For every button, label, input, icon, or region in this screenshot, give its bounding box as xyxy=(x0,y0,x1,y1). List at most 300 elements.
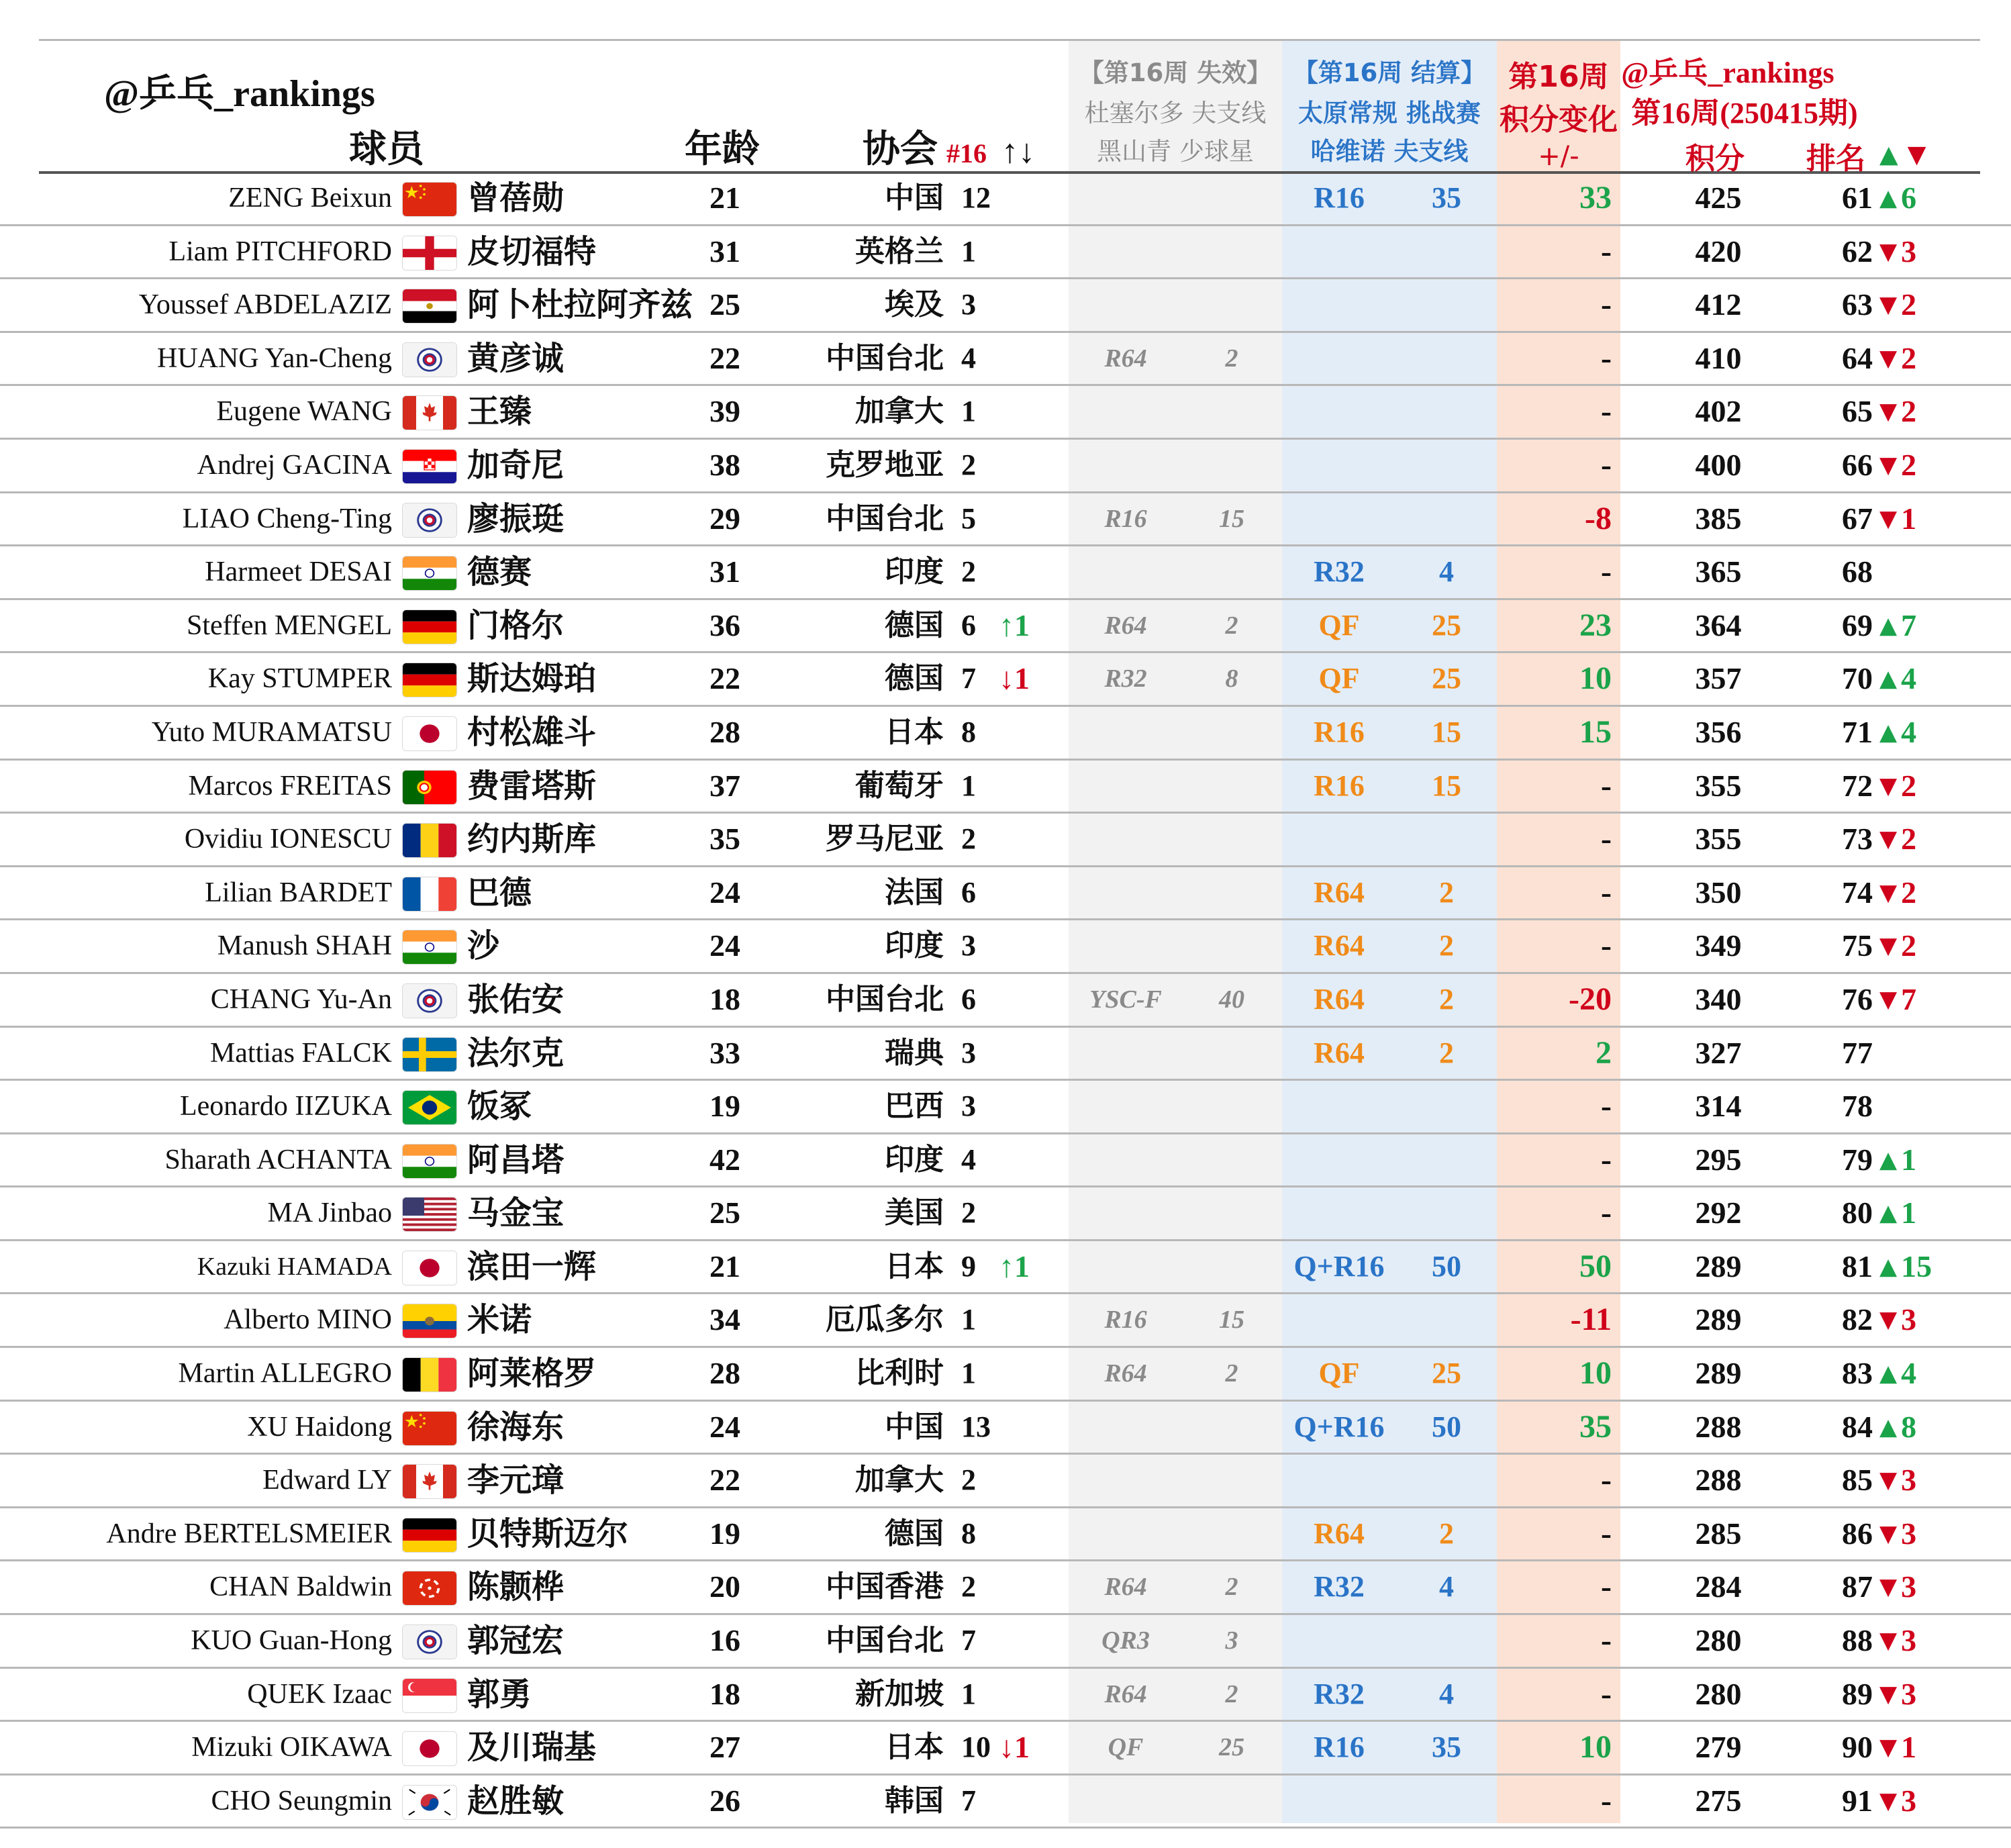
expired-points: 2 xyxy=(1225,1359,1238,1388)
association-rank: 4 xyxy=(961,341,976,375)
points-change: - xyxy=(1601,340,1612,376)
points: 289 xyxy=(1695,1356,1742,1391)
points-change: - xyxy=(1601,821,1612,857)
player-name-cn: 徐海东 xyxy=(467,1408,565,1446)
age: 20 xyxy=(709,1569,740,1604)
points-change: 10 xyxy=(1579,1355,1612,1392)
england-flag-icon xyxy=(403,236,456,270)
age: 21 xyxy=(709,1249,740,1283)
points-change: - xyxy=(1601,287,1612,323)
rank-move xyxy=(1879,1187,1916,1238)
association-rank: 2 xyxy=(961,448,976,481)
header-rank: 排名 xyxy=(1806,142,1865,176)
association: 埃及 xyxy=(885,287,944,322)
points: 410 xyxy=(1695,340,1742,375)
points: 364 xyxy=(1695,607,1742,642)
down-triangle-icon: ▼ xyxy=(1879,238,1898,265)
down-triangle-icon: ▼ xyxy=(1907,141,1926,168)
age: 22 xyxy=(709,1463,740,1498)
brand-title: @乒乓_rankings xyxy=(104,73,375,115)
rank: 81 xyxy=(1842,1249,1873,1283)
association: 英格兰 xyxy=(855,234,944,269)
points-change: - xyxy=(1601,1141,1612,1177)
rank: 67 xyxy=(1842,501,1873,536)
china-flag-icon xyxy=(403,1412,456,1445)
table-row xyxy=(0,1402,2011,1455)
association-rank: 6 xyxy=(961,875,976,909)
header-player: 球员 xyxy=(349,129,424,171)
points: 275 xyxy=(1695,1783,1742,1818)
age: 36 xyxy=(709,607,740,642)
change-title-2: 积分变化 xyxy=(1500,103,1618,137)
rank-move xyxy=(1879,1615,1916,1666)
table-row xyxy=(0,440,2011,493)
association: 中国台北 xyxy=(826,981,944,1016)
table-row xyxy=(0,814,2011,867)
points-change: 33 xyxy=(1579,180,1612,215)
rank-move xyxy=(1879,814,1916,865)
association-rank: 7 xyxy=(961,1624,976,1657)
player-name-cn: 饭冢 xyxy=(467,1087,532,1126)
age: 24 xyxy=(709,1409,740,1444)
age: 35 xyxy=(709,822,740,857)
rank-move-value: 15 xyxy=(1901,1249,1932,1283)
association-rank: 4 xyxy=(961,1142,976,1176)
association-rank: 12 xyxy=(961,181,991,214)
down-triangle-icon: ▼ xyxy=(1879,451,1898,479)
points-change: - xyxy=(1601,1569,1612,1605)
settled-round: R64 xyxy=(1314,982,1365,1016)
settled-event-2: 哈维诺 夫支线 xyxy=(1310,137,1469,166)
ranking-table xyxy=(0,173,2011,1829)
expired-round: R64 xyxy=(1104,1359,1147,1388)
association-rank: 2 xyxy=(961,1570,976,1604)
rank: 70 xyxy=(1842,661,1873,696)
down-triangle-icon: ▼ xyxy=(1879,1734,1898,1761)
player-name-en: Ovidiu IONESCU xyxy=(184,824,392,855)
player-name-en: CHAN Baldwin xyxy=(209,1571,392,1603)
expired-round: R16 xyxy=(1104,1306,1147,1334)
rank-move-value: 1 xyxy=(1901,1142,1917,1177)
player-name-cn: 费雷塔斯 xyxy=(467,767,597,805)
rank-move xyxy=(1879,1508,1916,1559)
points-change: 2 xyxy=(1596,1034,1612,1071)
player-name-cn: 加奇尼 xyxy=(467,446,565,484)
settled-points: 50 xyxy=(1432,1249,1461,1283)
settled-points: 25 xyxy=(1432,1357,1461,1390)
age: 19 xyxy=(709,1089,740,1124)
rank: 63 xyxy=(1842,287,1873,322)
rank-move-value: 3 xyxy=(1901,1623,1917,1658)
association-rank: 1 xyxy=(961,1303,976,1336)
points: 295 xyxy=(1695,1142,1742,1177)
down-triangle-icon: ▼ xyxy=(1879,1787,1898,1814)
age: 16 xyxy=(709,1623,740,1658)
age: 33 xyxy=(709,1035,740,1070)
settled-points: 2 xyxy=(1439,929,1454,963)
rank-move-value: 7 xyxy=(1901,981,1917,1016)
player-name-en: Leonardo IIZUKA xyxy=(179,1091,392,1122)
player-name-en: Manush SHAH xyxy=(217,930,392,962)
points-change: - xyxy=(1601,446,1612,483)
settled-round: R16 xyxy=(1314,1731,1365,1764)
association: 日本 xyxy=(885,1249,944,1283)
player-name-cn: 郭勇 xyxy=(467,1675,532,1713)
player-name-en: Marcos FREITAS xyxy=(188,770,392,801)
rank-move xyxy=(1879,440,1916,491)
association-rank: 3 xyxy=(961,288,976,322)
association: 克罗地亚 xyxy=(826,447,944,482)
table-row xyxy=(0,1508,2011,1562)
rank-move-value: 4 xyxy=(1901,1356,1917,1391)
rank: 91 xyxy=(1842,1783,1873,1818)
points-change: 10 xyxy=(1579,661,1612,697)
association: 新加坡 xyxy=(855,1676,944,1711)
table-row xyxy=(0,600,2011,654)
expired-round: R64 xyxy=(1104,611,1147,640)
rank-move xyxy=(1879,1402,1916,1453)
settled-round: QF xyxy=(1318,1357,1360,1390)
points-change: - xyxy=(1601,1515,1612,1551)
down-triangle-icon: ▼ xyxy=(1879,291,1898,319)
expired-round: R32 xyxy=(1104,665,1147,693)
association: 德国 xyxy=(885,661,944,696)
association: 日本 xyxy=(885,1730,944,1765)
player-name-cn: 廖振珽 xyxy=(467,499,565,538)
india-flag-icon xyxy=(403,556,456,590)
settled-points: 4 xyxy=(1439,1677,1454,1710)
settled-points: 35 xyxy=(1432,1731,1461,1764)
expired-round: R16 xyxy=(1104,504,1147,533)
rank-move xyxy=(1879,653,1916,704)
player-name-cn: 阿卜杜拉阿齐兹 xyxy=(467,286,693,324)
canada-flag-icon xyxy=(403,1465,456,1498)
rank-move xyxy=(1879,386,1916,437)
rank: 85 xyxy=(1842,1463,1873,1498)
rank-move xyxy=(1879,1348,1916,1399)
points-change: -20 xyxy=(1569,981,1612,1017)
expired-points: 2 xyxy=(1225,344,1238,373)
expired-round: QF xyxy=(1108,1733,1144,1762)
association: 印度 xyxy=(885,554,944,589)
expired-points: 8 xyxy=(1225,665,1238,693)
up-triangle-icon: ▲ xyxy=(1879,1360,1898,1388)
points: 355 xyxy=(1695,822,1742,857)
table-row xyxy=(0,226,2011,280)
player-name-cn: 贝特斯迈尔 xyxy=(467,1514,629,1553)
header-points: 积分 xyxy=(1685,142,1745,176)
rank-move-value: 3 xyxy=(1901,1302,1917,1337)
player-name-cn: 赵胜敏 xyxy=(467,1782,565,1820)
player-name-en: KUO Guan-Hong xyxy=(191,1625,392,1657)
player-name-cn: 郭冠宏 xyxy=(467,1622,565,1660)
points: 284 xyxy=(1695,1569,1742,1604)
player-name-cn: 滨田一辉 xyxy=(467,1247,597,1285)
points-change: - xyxy=(1601,233,1612,269)
hongkong-flag-icon xyxy=(403,1571,456,1605)
association-rank: 5 xyxy=(961,501,976,535)
rank: 79 xyxy=(1842,1142,1873,1177)
india-flag-icon xyxy=(403,1145,456,1178)
player-name-cn: 阿莱格罗 xyxy=(467,1355,597,1393)
rank: 73 xyxy=(1842,822,1873,857)
age: 25 xyxy=(709,1196,740,1230)
points: 425 xyxy=(1695,181,1742,215)
points: 288 xyxy=(1695,1409,1742,1444)
usa-flag-icon xyxy=(403,1198,456,1231)
association: 韩国 xyxy=(885,1783,944,1818)
points-change: 35 xyxy=(1579,1408,1612,1445)
association-rank: 9 xyxy=(961,1249,976,1283)
age: 22 xyxy=(709,340,740,375)
association: 加拿大 xyxy=(855,394,944,429)
settled-round: R16 xyxy=(1314,715,1365,748)
age: 29 xyxy=(709,501,740,536)
points: 289 xyxy=(1695,1302,1742,1337)
points: 279 xyxy=(1695,1730,1742,1765)
player-name-cn: 皮切福特 xyxy=(467,232,597,271)
ecuador-flag-icon xyxy=(403,1304,456,1338)
association-rank: 2 xyxy=(961,1463,976,1497)
settled-points: 25 xyxy=(1432,608,1461,642)
table-row xyxy=(0,386,2011,440)
points: 400 xyxy=(1695,447,1742,482)
expired-points: 2 xyxy=(1225,1573,1238,1602)
settled-round: R64 xyxy=(1314,1516,1365,1550)
player-name-cn: 约内斯库 xyxy=(467,820,597,859)
points: 349 xyxy=(1695,928,1742,963)
germany-flag-icon xyxy=(403,610,456,644)
table-row xyxy=(0,707,2011,761)
association: 巴西 xyxy=(885,1089,944,1124)
expired-event-1: 杜塞尔多 夫支线 xyxy=(1084,99,1267,128)
table-row xyxy=(0,1722,2011,1776)
rank-move-value: 3 xyxy=(1901,1569,1917,1604)
down-triangle-icon: ▼ xyxy=(1879,398,1898,426)
settled-points: 2 xyxy=(1439,1516,1454,1550)
settled-points: 15 xyxy=(1432,769,1461,802)
association-rank: 7 xyxy=(961,1784,976,1817)
rank-move xyxy=(1879,1134,1916,1185)
association: 厄瓜多尔 xyxy=(826,1302,944,1337)
age: 37 xyxy=(709,768,740,803)
rank-move-value: 2 xyxy=(1901,875,1917,910)
rank: 68 xyxy=(1842,554,1873,589)
association-rank: 8 xyxy=(961,715,976,748)
player-name-en: Andrej GACINA xyxy=(197,449,392,481)
down-triangle-icon: ▼ xyxy=(1879,344,1898,372)
expired-title: 【第16周 失效】 xyxy=(1079,58,1272,87)
settled-points: 50 xyxy=(1432,1410,1461,1443)
points: 420 xyxy=(1695,234,1742,269)
points-change: 50 xyxy=(1579,1248,1612,1284)
rank: 76 xyxy=(1842,981,1873,1016)
tpe-flag-icon xyxy=(403,1625,456,1659)
rank-move-value: 7 xyxy=(1901,607,1917,642)
germany-flag-icon xyxy=(403,1518,456,1552)
association: 法国 xyxy=(885,875,944,910)
table-row xyxy=(0,1455,2011,1508)
association: 德国 xyxy=(885,1516,944,1551)
points-change: - xyxy=(1601,1088,1612,1124)
rank: 78 xyxy=(1842,1089,1873,1124)
association-rank: 13 xyxy=(961,1410,991,1443)
player-name-en: Youssef ABDELAZIZ xyxy=(138,289,392,321)
header-assoc-number: #16 xyxy=(946,138,987,168)
points-change: - xyxy=(1601,1622,1612,1659)
up-triangle-icon: ▲ xyxy=(1879,1253,1898,1280)
age: 19 xyxy=(709,1516,740,1551)
table-row xyxy=(0,1081,2011,1134)
settled-round: Q+R16 xyxy=(1293,1249,1385,1283)
player-name-cn: 陈颢桦 xyxy=(467,1568,565,1606)
age: 24 xyxy=(709,875,740,910)
up-triangle-icon: ▲ xyxy=(1879,665,1898,693)
points: 285 xyxy=(1695,1516,1742,1551)
rank: 89 xyxy=(1842,1676,1873,1711)
table-row xyxy=(0,1187,2011,1241)
association-rank: 1 xyxy=(961,769,976,802)
player-name-en: Eugene WANG xyxy=(216,396,392,428)
age: 18 xyxy=(709,981,740,1016)
player-name-en: Edward LY xyxy=(262,1465,392,1496)
settled-round: R32 xyxy=(1314,555,1365,589)
rank-move-value: 2 xyxy=(1901,340,1917,375)
settled-round: QF xyxy=(1318,662,1360,695)
down-triangle-icon: ▼ xyxy=(1879,1467,1898,1494)
up-triangle-icon: ▲ xyxy=(1879,1146,1898,1173)
points: 280 xyxy=(1695,1623,1742,1658)
rank-move-value: 3 xyxy=(1901,1676,1917,1711)
rank: 71 xyxy=(1842,714,1873,749)
change-title-1: 第16周 xyxy=(1508,60,1609,94)
rank: 72 xyxy=(1842,768,1873,803)
player-name-en: Kay STUMPER xyxy=(207,663,392,695)
expired-round: YSC-F xyxy=(1089,985,1162,1014)
rank-move-value: 2 xyxy=(1901,447,1917,482)
settled-points: 2 xyxy=(1439,1036,1454,1069)
table-row xyxy=(0,761,2011,814)
association-rank: 10 xyxy=(961,1731,991,1764)
rank-move xyxy=(1879,226,1916,277)
expired-round: R64 xyxy=(1104,344,1147,373)
age: 22 xyxy=(709,661,740,696)
points-change: - xyxy=(1601,393,1612,430)
rank: 90 xyxy=(1842,1730,1873,1765)
table-row xyxy=(0,546,2011,600)
player-name-en: Sharath ACHANTA xyxy=(164,1144,392,1175)
expired-points: 3 xyxy=(1225,1626,1238,1655)
age: 28 xyxy=(709,1356,740,1391)
down-triangle-icon: ▼ xyxy=(1879,772,1898,799)
points: 357 xyxy=(1695,661,1742,696)
association: 比利时 xyxy=(855,1356,944,1391)
player-name-cn: 沙 xyxy=(467,927,500,965)
points-change: - xyxy=(1601,928,1612,964)
age: 28 xyxy=(709,714,740,749)
player-name-en: Mizuki OIKAWA xyxy=(191,1732,392,1763)
association-rank: 8 xyxy=(961,1516,976,1550)
rank: 82 xyxy=(1842,1302,1873,1337)
expired-points: 40 xyxy=(1219,985,1244,1014)
rank: 64 xyxy=(1842,340,1873,375)
rank-move-value: 6 xyxy=(1901,181,1917,215)
table-row xyxy=(0,974,2011,1028)
settled-round: R32 xyxy=(1314,1570,1365,1604)
down-triangle-icon: ▼ xyxy=(1879,1680,1898,1708)
table-row xyxy=(0,333,2011,387)
rank-move-value: 1 xyxy=(1901,1196,1917,1230)
points-change: - xyxy=(1601,1782,1612,1818)
points: 280 xyxy=(1695,1676,1742,1711)
association-move: ↓1 xyxy=(999,1730,1030,1765)
table-row xyxy=(0,1294,2011,1348)
down-triangle-icon: ▼ xyxy=(1879,932,1898,960)
rank: 69 xyxy=(1842,607,1873,642)
association: 美国 xyxy=(885,1196,944,1230)
brazil-flag-icon xyxy=(403,1091,456,1124)
points-change: -11 xyxy=(1570,1302,1612,1338)
player-name-cn: 曾蓓勋 xyxy=(467,179,565,217)
player-name-en: XU Haidong xyxy=(247,1411,392,1443)
player-name-en: Liam PITCHFORD xyxy=(168,236,392,267)
rank-move xyxy=(1879,493,1916,544)
germany-flag-icon xyxy=(403,663,456,697)
settled-points: 35 xyxy=(1432,181,1461,214)
rank-move xyxy=(1879,761,1916,812)
up-triangle-icon: ▲ xyxy=(1879,1413,1898,1441)
table-row xyxy=(0,920,2011,974)
expired-points: 2 xyxy=(1225,611,1238,640)
rank-move-value: 2 xyxy=(1901,394,1917,429)
rank-move-value: 2 xyxy=(1901,287,1917,322)
association-rank: 6 xyxy=(961,982,976,1016)
rank-move-value: 3 xyxy=(1901,1783,1917,1818)
rank-move xyxy=(1879,920,1916,971)
points: 356 xyxy=(1695,714,1742,749)
rank-move xyxy=(1879,1561,1916,1612)
association-rank: 3 xyxy=(961,1036,976,1069)
points: 340 xyxy=(1695,981,1742,1016)
japan-flag-icon xyxy=(403,717,456,750)
expired-points: 25 xyxy=(1219,1733,1244,1762)
player-name-cn: 王臻 xyxy=(467,393,532,431)
rank: 80 xyxy=(1842,1196,1873,1230)
rank: 83 xyxy=(1842,1356,1873,1391)
age: 25 xyxy=(709,287,740,322)
age: 31 xyxy=(709,554,740,589)
rank-move xyxy=(1879,600,1916,651)
player-name-cn: 德赛 xyxy=(467,553,532,591)
expired-round: R64 xyxy=(1104,1573,1147,1602)
age: 34 xyxy=(709,1302,740,1337)
age: 18 xyxy=(709,1676,740,1711)
association: 中国 xyxy=(885,1409,944,1444)
player-name-cn: 巴德 xyxy=(467,873,532,912)
points: 412 xyxy=(1695,287,1742,322)
rank-move-value: 3 xyxy=(1901,1463,1917,1498)
points: 355 xyxy=(1695,768,1742,803)
rank: 62 xyxy=(1842,234,1873,269)
points-change: - xyxy=(1601,1195,1612,1231)
table-row xyxy=(0,1348,2011,1402)
association: 印度 xyxy=(885,1142,944,1177)
rank: 66 xyxy=(1842,447,1873,482)
rank: 61 xyxy=(1842,181,1873,215)
rank-brand: @乒乓_rankings xyxy=(1621,56,1834,89)
settled-round: R32 xyxy=(1314,1677,1365,1710)
association: 葡萄牙 xyxy=(855,768,944,803)
